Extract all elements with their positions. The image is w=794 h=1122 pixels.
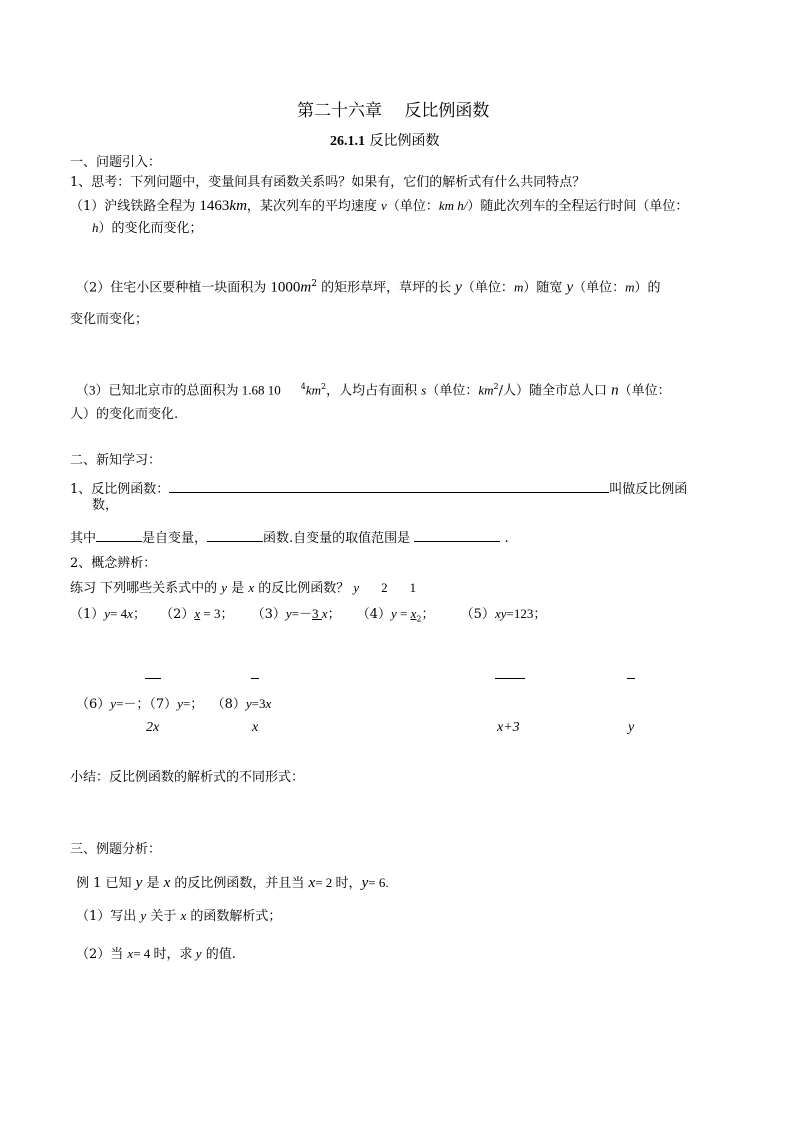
number: 2 bbox=[381, 580, 388, 595]
item-number: （1） bbox=[70, 607, 105, 622]
variable: y bbox=[391, 606, 397, 621]
superscript: 2 bbox=[493, 382, 499, 391]
text: ）随此次列车的全程运行时间（单位： bbox=[467, 199, 689, 214]
question-1: 1、思考：下列问题中，变量间具有函数关系吗？如果有，它们的解析式有什么共同特点？ bbox=[70, 175, 586, 190]
denominator-x-plus-3: x+3 bbox=[497, 720, 520, 735]
problem-2-line-2: 变化而变化； bbox=[70, 312, 149, 327]
item-number: （6） bbox=[76, 697, 111, 712]
variable: x bbox=[163, 875, 171, 891]
definition-line-1 bbox=[70, 481, 687, 496]
item-number: （3） bbox=[251, 607, 286, 622]
text: . bbox=[504, 531, 509, 546]
concept-heading: 2、概念辨析： bbox=[70, 556, 157, 571]
variable: n bbox=[611, 382, 619, 399]
number: 3 bbox=[312, 606, 322, 621]
problem-3-line-2: 人）的变化而变化. bbox=[70, 407, 179, 422]
variable: y bbox=[221, 580, 228, 595]
text: 叫做反比例函 bbox=[609, 482, 688, 497]
practice-line bbox=[70, 581, 416, 595]
text: 的函数解析式； bbox=[186, 909, 282, 924]
variable: y bbox=[566, 279, 574, 296]
text: 的值. bbox=[201, 947, 236, 962]
unit: m bbox=[513, 279, 524, 295]
text: =； bbox=[182, 696, 204, 711]
text: 例 1 已知 bbox=[76, 876, 136, 891]
text: （1）写出 bbox=[76, 909, 141, 924]
text: （2）当 bbox=[76, 947, 128, 962]
problem-2-line-1 bbox=[76, 280, 661, 295]
text: ； bbox=[327, 607, 341, 622]
item-number: （8） bbox=[211, 697, 246, 712]
unit: m bbox=[625, 279, 635, 295]
text: （单位： bbox=[386, 199, 439, 214]
section-heading-1: 一、问题引入： bbox=[70, 155, 162, 170]
variable: y bbox=[361, 875, 369, 891]
text: ）随宽 bbox=[523, 280, 567, 296]
variable: y bbox=[353, 580, 360, 595]
variable: s bbox=[421, 382, 427, 398]
text: （单位： bbox=[461, 280, 514, 296]
variable: x bbox=[194, 606, 201, 621]
variable: y bbox=[455, 279, 462, 296]
text: 其中 bbox=[70, 531, 97, 546]
problem-3-line-1 bbox=[76, 383, 671, 398]
variable: x bbox=[180, 908, 187, 923]
text: ，某次列车的平均速度 bbox=[246, 199, 382, 214]
unit: h bbox=[92, 220, 99, 235]
unit: km bbox=[478, 382, 494, 398]
text: 函数.自变量的取值范围是 bbox=[263, 531, 411, 546]
problem-1-line-1 bbox=[70, 199, 688, 214]
text: ）的变化而变化； bbox=[98, 221, 203, 236]
unit: km bbox=[305, 382, 322, 398]
text: ）的 bbox=[634, 280, 661, 296]
example-1-question-2 bbox=[76, 947, 236, 961]
item-number: （2） bbox=[160, 607, 195, 622]
variable: x bbox=[248, 580, 255, 595]
text: ； bbox=[132, 607, 146, 622]
unit: km bbox=[229, 198, 247, 214]
denominator-x: x bbox=[252, 720, 259, 735]
fraction-bar bbox=[495, 678, 525, 679]
text: 关于 bbox=[146, 909, 181, 924]
number: 1000 bbox=[270, 279, 301, 296]
variable: x bbox=[265, 696, 272, 711]
variable: y bbox=[140, 908, 147, 923]
variable: x bbox=[308, 875, 316, 891]
text: = 4 时，求 bbox=[133, 946, 196, 961]
unit: m bbox=[300, 279, 312, 296]
text: =－； bbox=[116, 696, 150, 711]
text: 的矩形草坪，草坪的长 bbox=[316, 280, 456, 296]
fraction-bar bbox=[145, 678, 161, 679]
text: （3）已知北京市的总面积为 1.68 10 bbox=[76, 382, 281, 398]
section-heading-2: 二、新知学习： bbox=[70, 453, 162, 468]
fraction-bar bbox=[627, 678, 635, 679]
text: =3 bbox=[251, 696, 266, 711]
variable: x bbox=[410, 606, 417, 621]
text: 练习 下列哪些关系式中的 bbox=[70, 581, 222, 596]
superscript: 2 bbox=[321, 382, 327, 391]
text: = 6. bbox=[368, 875, 389, 890]
superscript: 2 bbox=[311, 279, 317, 289]
text: （2）住宅小区要种植一块面积为 bbox=[76, 280, 271, 296]
text: 的反比例函数？ bbox=[254, 581, 350, 596]
blank-definition[interactable] bbox=[169, 481, 609, 493]
variable: y bbox=[195, 946, 202, 961]
subtitle-number: 26.1.1 bbox=[330, 134, 365, 149]
variable: y bbox=[135, 875, 143, 891]
item-number: （4） bbox=[356, 607, 392, 622]
variable: x bbox=[321, 606, 328, 621]
text: = 2 时， bbox=[315, 875, 362, 890]
unit: km h/ bbox=[438, 198, 468, 213]
subtitle-text: 反比例函数 bbox=[369, 133, 440, 149]
example-1-question-1 bbox=[76, 909, 281, 923]
items-row-2 bbox=[76, 697, 271, 711]
variable: y bbox=[110, 696, 117, 711]
text: = bbox=[396, 606, 411, 621]
variable: y bbox=[245, 696, 252, 711]
superscript: 4 bbox=[300, 382, 306, 391]
text: （单位： bbox=[426, 383, 479, 399]
page-title: 第二十六章 反比例函数 bbox=[297, 101, 490, 121]
problem-1-line-2 bbox=[92, 221, 203, 235]
text: （单位： bbox=[573, 280, 626, 296]
example-1 bbox=[76, 876, 389, 891]
definition-line-3 bbox=[70, 530, 509, 545]
variable: y bbox=[177, 696, 183, 711]
text: 是 bbox=[142, 876, 164, 891]
text: 1、反比例函数： bbox=[70, 482, 170, 497]
text: = 3； bbox=[200, 606, 234, 621]
blank-domain[interactable] bbox=[414, 530, 500, 542]
text: ； bbox=[421, 607, 435, 622]
text: 的反比例函数，并且当 bbox=[170, 876, 309, 891]
variable: y bbox=[104, 606, 111, 621]
text: =－ bbox=[291, 606, 313, 621]
text: =123； bbox=[506, 606, 547, 621]
definition-line-2: 数， bbox=[92, 498, 119, 513]
text: ，人均占有面积 bbox=[326, 383, 422, 399]
blank-independent-variable[interactable] bbox=[96, 530, 142, 542]
summary: 小结：反比例函数的解析式的不同形式： bbox=[70, 770, 305, 785]
items-row-1 bbox=[70, 607, 546, 624]
fraction-bar bbox=[251, 678, 259, 679]
denominator-2x: 2x bbox=[146, 720, 160, 735]
variable: v bbox=[381, 198, 387, 213]
subscript: 2 bbox=[416, 614, 422, 624]
section-subtitle bbox=[330, 134, 439, 149]
text: = 4 bbox=[110, 606, 128, 621]
variable: x bbox=[127, 946, 134, 961]
variable: xy bbox=[494, 606, 507, 621]
item-number: （5） bbox=[460, 607, 495, 622]
variable: y bbox=[285, 606, 292, 621]
blank-function-type[interactable] bbox=[207, 530, 263, 542]
text: （单位： bbox=[618, 383, 671, 399]
section-heading-3: 三、例题分析： bbox=[70, 842, 162, 857]
text: 是自变量， bbox=[142, 531, 208, 546]
item-number: （7） bbox=[149, 697, 178, 712]
variable: x bbox=[127, 606, 133, 621]
text: 是 bbox=[227, 581, 249, 596]
number: 1463 bbox=[199, 198, 230, 214]
text: （1）沪线铁路全程为 bbox=[70, 199, 200, 214]
text: /人）随全市总人口 bbox=[498, 383, 612, 399]
number: 1 bbox=[409, 580, 417, 595]
denominator-y: y bbox=[628, 720, 635, 735]
